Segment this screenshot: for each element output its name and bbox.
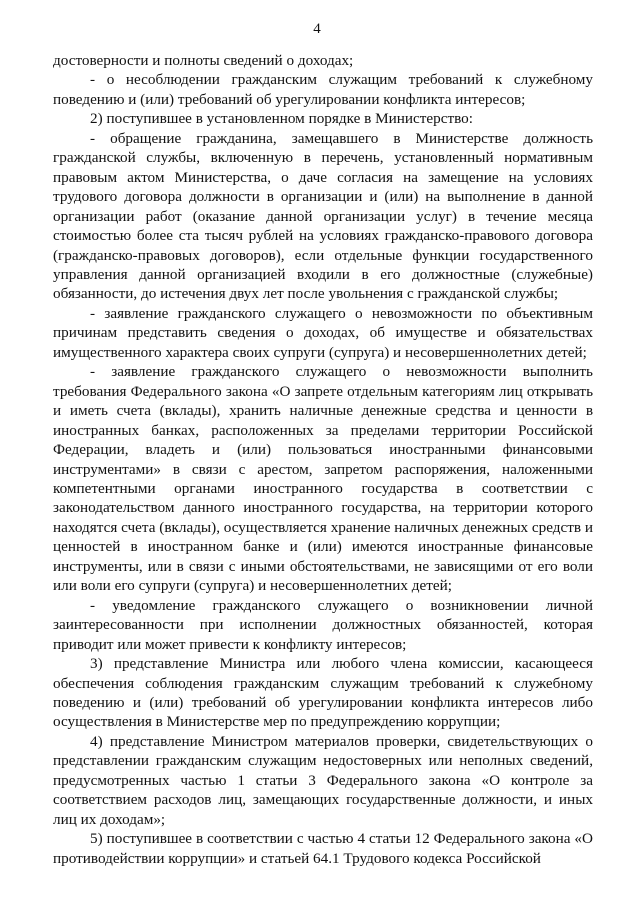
- item-2-heading: 2) поступившее в установленном порядке в Министерство:: [90, 110, 473, 128]
- item-3-minister-submission: 3) представление Министра или любого члена комиссии, касающееся обеспечения соблюдения гражданским служащим требований к служебному поведению и (или) требований об урегулировании конфликта интересов либо осуществления в Министерстве мер по предупреждению коррупции;: [53, 655, 593, 731]
- item-4-audit-materials: 4) представление Министром материалов проверки, свидетельствующих о представлении гражданским служащим недостоверных или неполных сведений, предусмотренных частью 1 статьи 3 Федерального закона «О контроле за соответствием расходов лиц, замещающих государственные должности, и иных лиц их доходам»;: [53, 732, 593, 828]
- list-item-foreign-accounts-impossibility: - заявление гражданского служащего о невозможности выполнить требования Федерального закона «О запрете отдельным категориям лиц открывать и иметь счета (вклады), хранить наличные денежные средства и ценности в иностранных банках, расположенных за пределами территории Российской Федерации, владеть и (или) пользоваться иностранными финансовыми инструментами» в связи с арестом, запретом распоряжения, наложенными компетентными органами иностранного государства в соответствии с законодательством данного иностранного государства, на территории которого находятся счета (вклады), осуществляется хранение наличных денежных средств и ценностей в иностранном банке и (или) имеются иностранные финансовые инструменты, или в связи с иными обстоятельствами, не зависящими от его воли или воли его супруги (супруга) и несовершеннолетних детей;: [53, 363, 593, 595]
- paragraph-continuation: достоверности и полноты сведений о доходах;: [53, 52, 354, 69]
- list-item-noncompliance: - о несоблюдении гражданским служащим требований к служебному поведению и (или) требований об урегулировании конфликта интересов;: [53, 71, 593, 108]
- page-number: 4: [313, 21, 321, 37]
- item-5-incoming-notice: 5) поступившее в соответствии с частью 4 статьи 12 Федерального закона «О противодействии коррупции» и статьей 64.1 Трудового кодекса Российской: [53, 830, 593, 867]
- document-body: [53, 51, 593, 868]
- list-item-income-statement-impossibility: - заявление гражданского служащего о невозможности по объективным причинам представить сведения о доходах, об имуществе и обязательствах имущественного характера своих супруги (супруга) и несовершеннолетних детей;: [53, 304, 593, 361]
- list-item-conflict-notice: - уведомление гражданского служащего о возникновении личной заинтересованности при исполнении должностных обязанностей, которая приводит или может привести к конфликту интересов;: [53, 596, 593, 653]
- list-item-citizen-appeal: - обращение гражданина, замещавшего в Министерстве должность гражданской службы, включенную в перечень, установленный нормативным правовым актом Министерства, о даче согласия на замещение на условиях трудового договора должности в организации и (или) на выполнение в данной организации работ (оказание данной организации услуг) в течение месяца стоимостью более ста тысяч рублей на условиях гражданско-правового договора (гражданско-правовых договоров), если отдельные функции государственного управления данной организацией входили в его должностные (служебные) обязанности, до истечения двух лет после увольнения с гражданской службы;: [53, 129, 593, 303]
